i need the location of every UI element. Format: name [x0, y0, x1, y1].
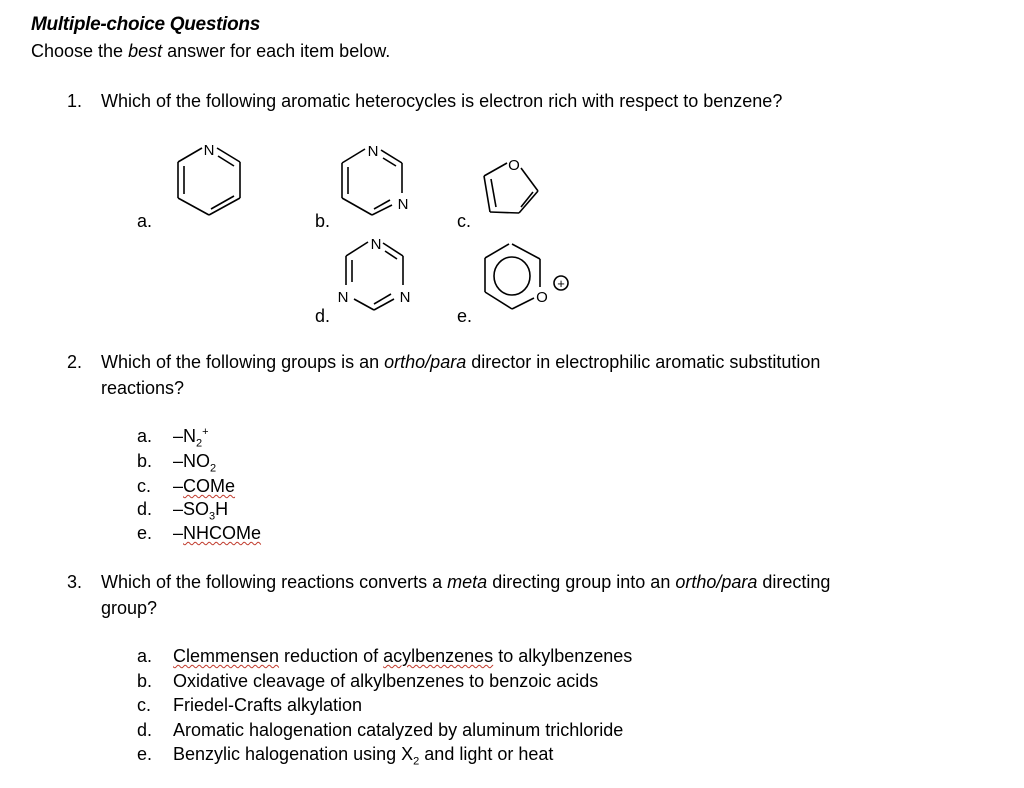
section-title: Multiple-choice Questions — [31, 14, 260, 35]
q2-option-e[interactable] — [137, 523, 261, 544]
option-text: reduction of — [279, 646, 384, 666]
option-label: b. — [137, 451, 153, 471]
pyrylium-o-label: O — [536, 289, 548, 306]
pyrimidine-n2-label: N — [397, 196, 409, 213]
q1-label-c: c. — [457, 211, 472, 231]
option-subscript: 2 — [196, 437, 203, 450]
option-subscript: 2 — [413, 755, 420, 768]
q2-option-d[interactable] — [137, 499, 228, 523]
option-text-end: to alkylbenzenes — [493, 646, 633, 666]
q1-label-d: d. — [315, 306, 331, 326]
question-2-number: 2. — [67, 352, 83, 372]
triazine-n1-label: N — [370, 236, 382, 253]
q2-text-emphasis: ortho/para — [384, 352, 467, 372]
option-text: –SO — [173, 499, 210, 519]
option-text-spellcheck: acylbenzenes — [383, 646, 494, 666]
option-text-spellcheck: NHCOMe — [183, 523, 262, 543]
option-text-end: and light or heat — [419, 744, 554, 764]
option-text: Aromatic halogenation catalyzed by aluminum trichloride — [173, 720, 624, 740]
instructions-text: Choose the — [31, 41, 129, 61]
option-subscript: 3 — [209, 510, 216, 523]
furan-structure — [484, 163, 538, 213]
option-label: d. — [137, 499, 153, 519]
option-text: – — [173, 476, 184, 496]
q1-label-a: a. — [137, 211, 153, 231]
q2-option-a[interactable] — [137, 426, 209, 450]
q2-option-b[interactable] — [137, 451, 216, 475]
question-1-text: Which of the following aromatic heterocycles is electron rich with respect to benzene? — [101, 91, 783, 111]
option-label: e. — [137, 744, 153, 764]
option-text: Oxidative cleavage of alkylbenzenes to benzoic acids — [173, 671, 599, 691]
question-3-number: 3. — [67, 572, 83, 592]
option-label: a. — [137, 646, 153, 666]
option-text-spellcheck: Clemmensen — [173, 646, 280, 666]
pyrimidine-structure — [342, 149, 402, 215]
option-text: – — [173, 523, 184, 543]
q1-label-b: b. — [315, 211, 331, 231]
q3-text-line2: group? — [101, 598, 158, 618]
q2-text-end: director in electrophilic aromatic substitution — [466, 352, 821, 372]
q3-option-d[interactable] — [137, 720, 623, 741]
triazine-n2-label: N — [337, 289, 349, 306]
triazine-n3-label: N — [399, 289, 411, 306]
q3-text-start: Which of the following reactions converts a — [101, 572, 448, 592]
q3-option-c[interactable] — [137, 695, 362, 716]
option-text: –N — [173, 426, 197, 446]
option-label: b. — [137, 671, 153, 691]
pyrylium-structure — [485, 244, 568, 309]
question-3-text — [101, 569, 830, 621]
option-text-end: H — [215, 499, 229, 519]
question-2-text — [101, 349, 820, 401]
option-superscript: + — [202, 426, 209, 438]
q2-option-c[interactable] — [137, 476, 235, 497]
q3-text-end: directing — [757, 572, 831, 592]
option-text: Benzylic halogenation using X — [173, 744, 414, 764]
q2-text-line2: reactions? — [101, 378, 185, 398]
option-subscript: 2 — [210, 462, 217, 475]
instructions-emphasis: best — [128, 41, 163, 61]
q3-option-e[interactable] — [137, 744, 553, 768]
pyrylium-charge-label: + — [557, 276, 565, 291]
option-label: c. — [137, 695, 152, 715]
option-label: c. — [137, 476, 152, 496]
pyridine-n-label: N — [203, 142, 215, 159]
instructions — [31, 41, 390, 62]
q2-text-start: Which of the following groups is an — [101, 352, 385, 372]
furan-o-label: O — [508, 157, 520, 174]
option-text-spellcheck: COMe — [183, 476, 236, 496]
pyrimidine-n1-label: N — [367, 143, 379, 160]
instructions-text-end: answer for each item below. — [162, 41, 391, 61]
q3-option-a[interactable] — [137, 646, 632, 667]
pyridine-structure — [178, 148, 240, 215]
option-label: d. — [137, 720, 153, 740]
option-text: –NO — [173, 451, 211, 471]
q3-option-b[interactable] — [137, 671, 598, 692]
q3-text-emphasis-1: meta — [447, 572, 488, 592]
option-label: a. — [137, 426, 153, 446]
q3-text-emphasis-2: ortho/para — [675, 572, 758, 592]
option-text: Friedel-Crafts alkylation — [173, 695, 363, 715]
q3-text-middle: directing group into an — [487, 572, 676, 592]
q1-label-e: e. — [457, 306, 473, 326]
question-1-number: 1. — [67, 91, 83, 111]
triazine-structure — [346, 242, 403, 310]
option-label: e. — [137, 523, 153, 543]
